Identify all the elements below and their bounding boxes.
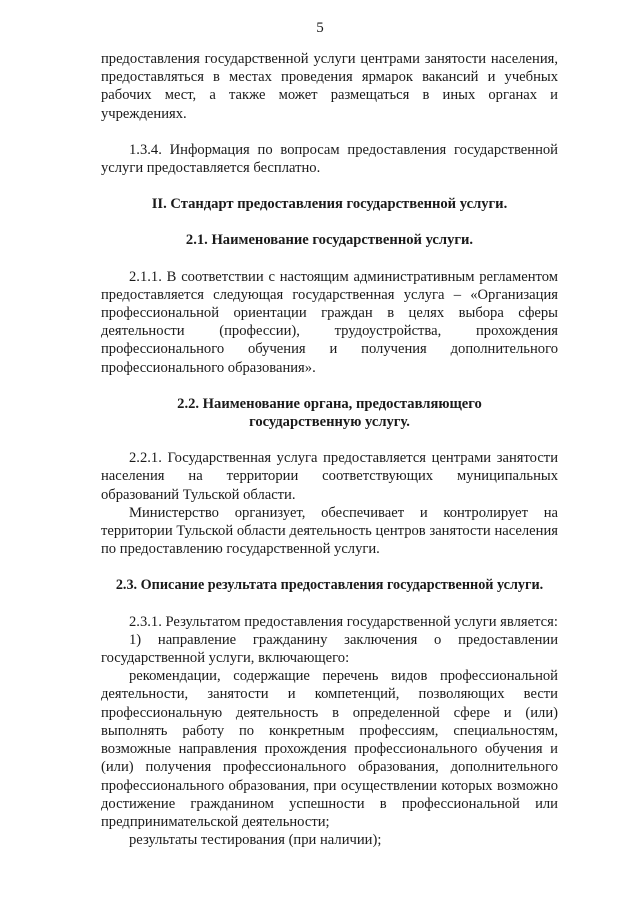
- heading-2-3: 2.3. Описание результата предоставления государственной услуги.: [115, 577, 544, 594]
- paragraph-2-1-1: 2.1.1. В соответствии с настоящим административным регламентом предоставляется следующая государственная услуга – «Организация профессиональной ориентации граждан в целях выбора сферы деятельности (профессии), трудоустройства, прохождения профессионального обучения и получения дополнительного профессионального образования».: [101, 268, 558, 376]
- paragraph-info-placement: предоставления государственной услуги центрами занятости населения, предоставляться в местах проведения ярмарок вакансий и учебных рабочих мест, а также может размещаться в иных органах и учреждениях.: [101, 51, 558, 122]
- document-body: [101, 50, 558, 849]
- paragraph-2-3-1: 2.3.1. Результатом предоставления государственной услуги является:: [129, 613, 558, 630]
- paragraph-1-3-4: 1.3.4. Информация по вопросам предоставления государственной услуги предоставляется бесплатно.: [101, 141, 558, 177]
- paragraph-recommendations: рекомендации, содержащие перечень видов профессиональной деятельности, занятости и компетенций, позволяющих вести профессиональную деятельность в определенной сфере и (или) выполнять работу по конкретным профессиям, специальностям, возможные направления прохождения профессионального обучения и (или) получения профессионального образования, дополнительного профессионального образования, при осуществлении которых возможно достижение гражданином успешности в профессиональной или предпринимательской деятельности;: [101, 668, 558, 830]
- paragraph-2-2-1: 2.2.1. Государственная услуга предоставляется центрами занятости населения на территории соответствующих муниципальных образований Тульской области.: [101, 450, 558, 503]
- section-heading-ii: II. Стандарт предоставления государственной услуги.: [151, 196, 508, 213]
- heading-2-2: 2.2. Наименование органа, предоставляющего государственную услугу.: [177, 395, 482, 431]
- paragraph-test-results: результаты тестирования (при наличии);: [129, 832, 382, 849]
- paragraph-ministry: Министерство организует, обеспечивает и контролирует на территории Тульской области деятельность центров занятости населения по предоставлению государственной услуги.: [101, 504, 558, 558]
- paragraph-item-1: 1) направление гражданину заключения о предоставлении государственной услуги, включающего:: [101, 631, 558, 667]
- page-number: 5: [316, 20, 324, 36]
- heading-2-1: 2.1. Наименование государственной услуги.: [185, 232, 474, 249]
